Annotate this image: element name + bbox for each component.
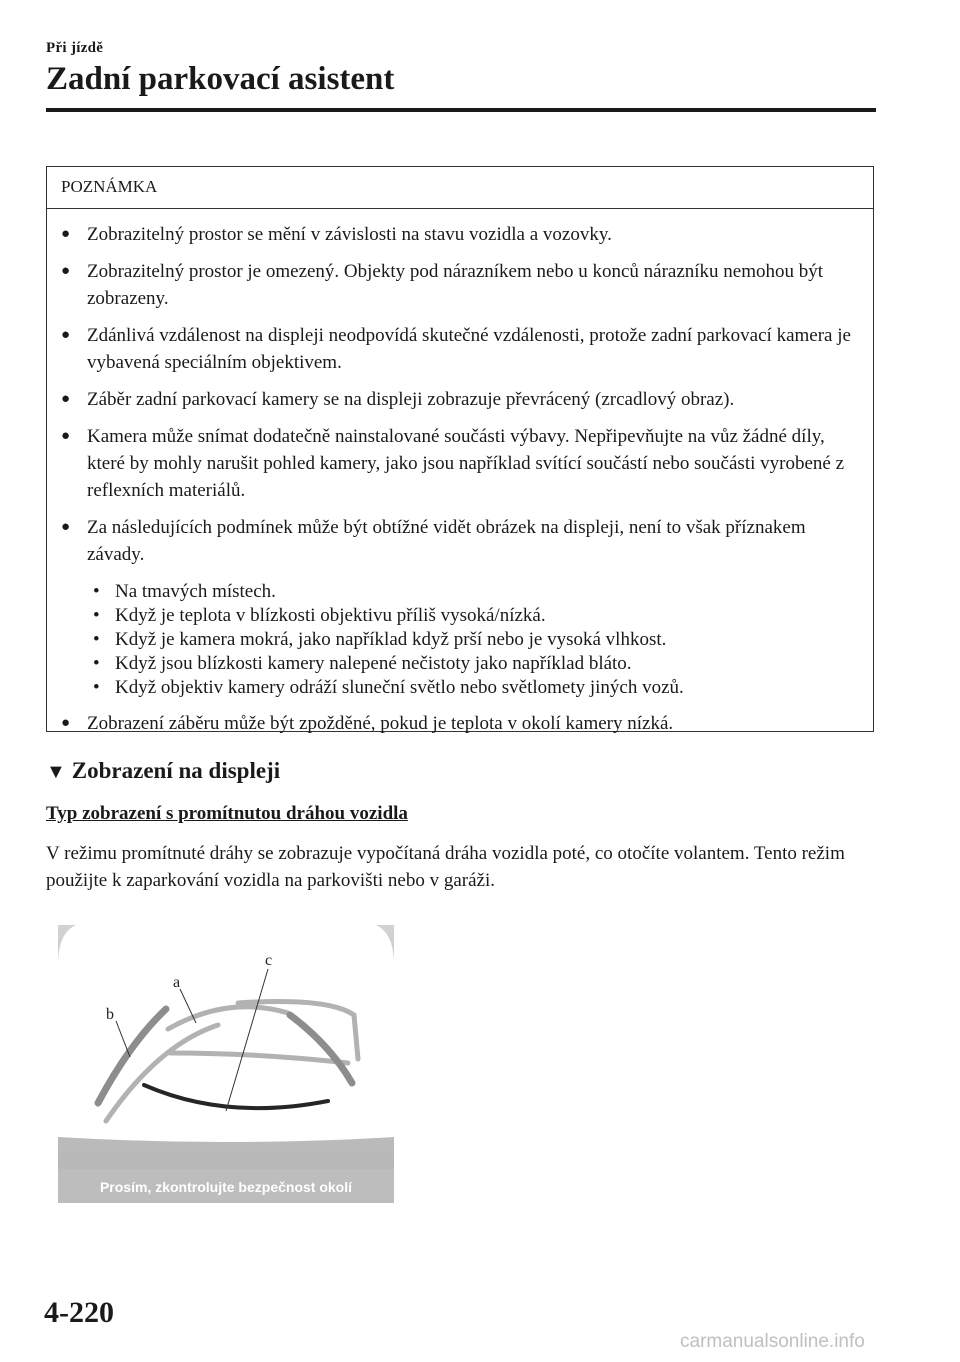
note-item [47, 258, 873, 312]
sub-list-item [87, 628, 865, 652]
bullet-icon: ● [61, 519, 71, 535]
sub-item-text: Když je kamera mokrá, jako například když prší nebo je vysoká vlhkost. [115, 629, 667, 650]
note-item-text: Zobrazitelný prostor je omezený. Objekty pod nárazníkem nebo u konců nárazníku nemohou být zobrazeny. [87, 261, 824, 309]
note-item-text: Zdánlivá vzdálenost na displeji neodpovídá skutečné vzdálenosti, protože zadní parkovací kamera je vybavená speciálním objektivem. [87, 325, 851, 373]
triangle-down-icon: ▼ [46, 761, 66, 783]
bullet-icon: ● [61, 327, 71, 343]
sub-bullet-icon: • [93, 653, 100, 674]
bullet-icon: ● [61, 428, 71, 444]
bullet-icon: ● [61, 715, 71, 731]
sub-list-item [87, 652, 865, 676]
sub-bullet-icon: • [93, 677, 100, 698]
note-item-text: Zobrazitelný prostor se mění v závislosti na stavu vozidla a vozovky. [87, 224, 612, 245]
note-heading: POZNÁMKA [47, 167, 873, 209]
label-b: b [106, 1006, 114, 1023]
camera-display-figure [58, 925, 394, 1203]
bullet-icon: ● [61, 263, 71, 279]
note-item-text: Kamera může snímat dodatečně nainstalované součásti výbavy. Nepřipevňujte na vůz žádné díly, které by mohly narušit pohled kamery, jako jsou například svítící součástí nebo součásti vyrobené z reflexních materiálů. [87, 426, 845, 501]
sub-list [87, 580, 865, 700]
sub-list-item [87, 580, 865, 604]
page-number: 4-220 [44, 1296, 114, 1329]
title-rule [46, 108, 876, 112]
sub-bullet-icon: • [93, 605, 100, 626]
section-heading-text: Zobrazení na displeji [71, 758, 281, 783]
page-title: Zadní parkovací asistent [46, 61, 395, 97]
note-item [47, 221, 873, 248]
sub-list-item [87, 676, 865, 700]
note-item [47, 514, 873, 700]
sub-bullet-icon: • [93, 581, 100, 602]
sub-item-text: Když objektiv kamery odráží sluneční světlo nebo světlomety jiných vozů. [115, 677, 684, 698]
label-c: c [265, 952, 273, 969]
sub-bullet-icon: • [93, 629, 100, 650]
note-item [47, 423, 873, 504]
note-item-text: Za následujících podmínek může být obtížné vidět obrázek na displeji, není to však příznakem závady. [87, 517, 806, 565]
section-subheading: Typ zobrazení s promítnutou dráhou vozidla [46, 803, 408, 824]
watermark: carmanualsonline.info [680, 1331, 865, 1352]
sub-item-text: Když je teplota v blízkosti objektivu příliš vysoká/nízká. [115, 605, 546, 626]
sub-item-text: Když jsou blízkosti kamery nalepené nečistoty jako například bláto. [115, 653, 632, 674]
note-item [47, 386, 873, 413]
sub-list-item [87, 604, 865, 628]
note-item-text: Záběr zadní parkovací kamery se na displeji zobrazuje převrácený (zrcadlový obraz). [87, 389, 735, 410]
section-heading [46, 758, 280, 784]
figure-caption: Prosím, zkontrolujte bezpečnost okolí [99, 1179, 353, 1195]
note-box [46, 166, 874, 732]
label-a: a [173, 974, 181, 991]
note-item-text: Zobrazení záběru může být zpožděné, pokud je teplota v okolí kamery nízká. [87, 713, 674, 734]
bullet-icon: ● [61, 226, 71, 242]
body-paragraph: V režimu promítnuté dráhy se zobrazuje vypočítaná dráha vozidla poté, co otočíte volantem. Tento režim použijte k zaparkování vozidla na parkovišti nebo v garáži. [46, 843, 845, 891]
note-item [47, 322, 873, 376]
section-label: Při jízdě [46, 40, 104, 56]
bullet-icon: ● [61, 391, 71, 407]
note-list [47, 209, 873, 737]
note-item [47, 710, 873, 737]
sub-item-text: Na tmavých místech. [115, 581, 276, 602]
